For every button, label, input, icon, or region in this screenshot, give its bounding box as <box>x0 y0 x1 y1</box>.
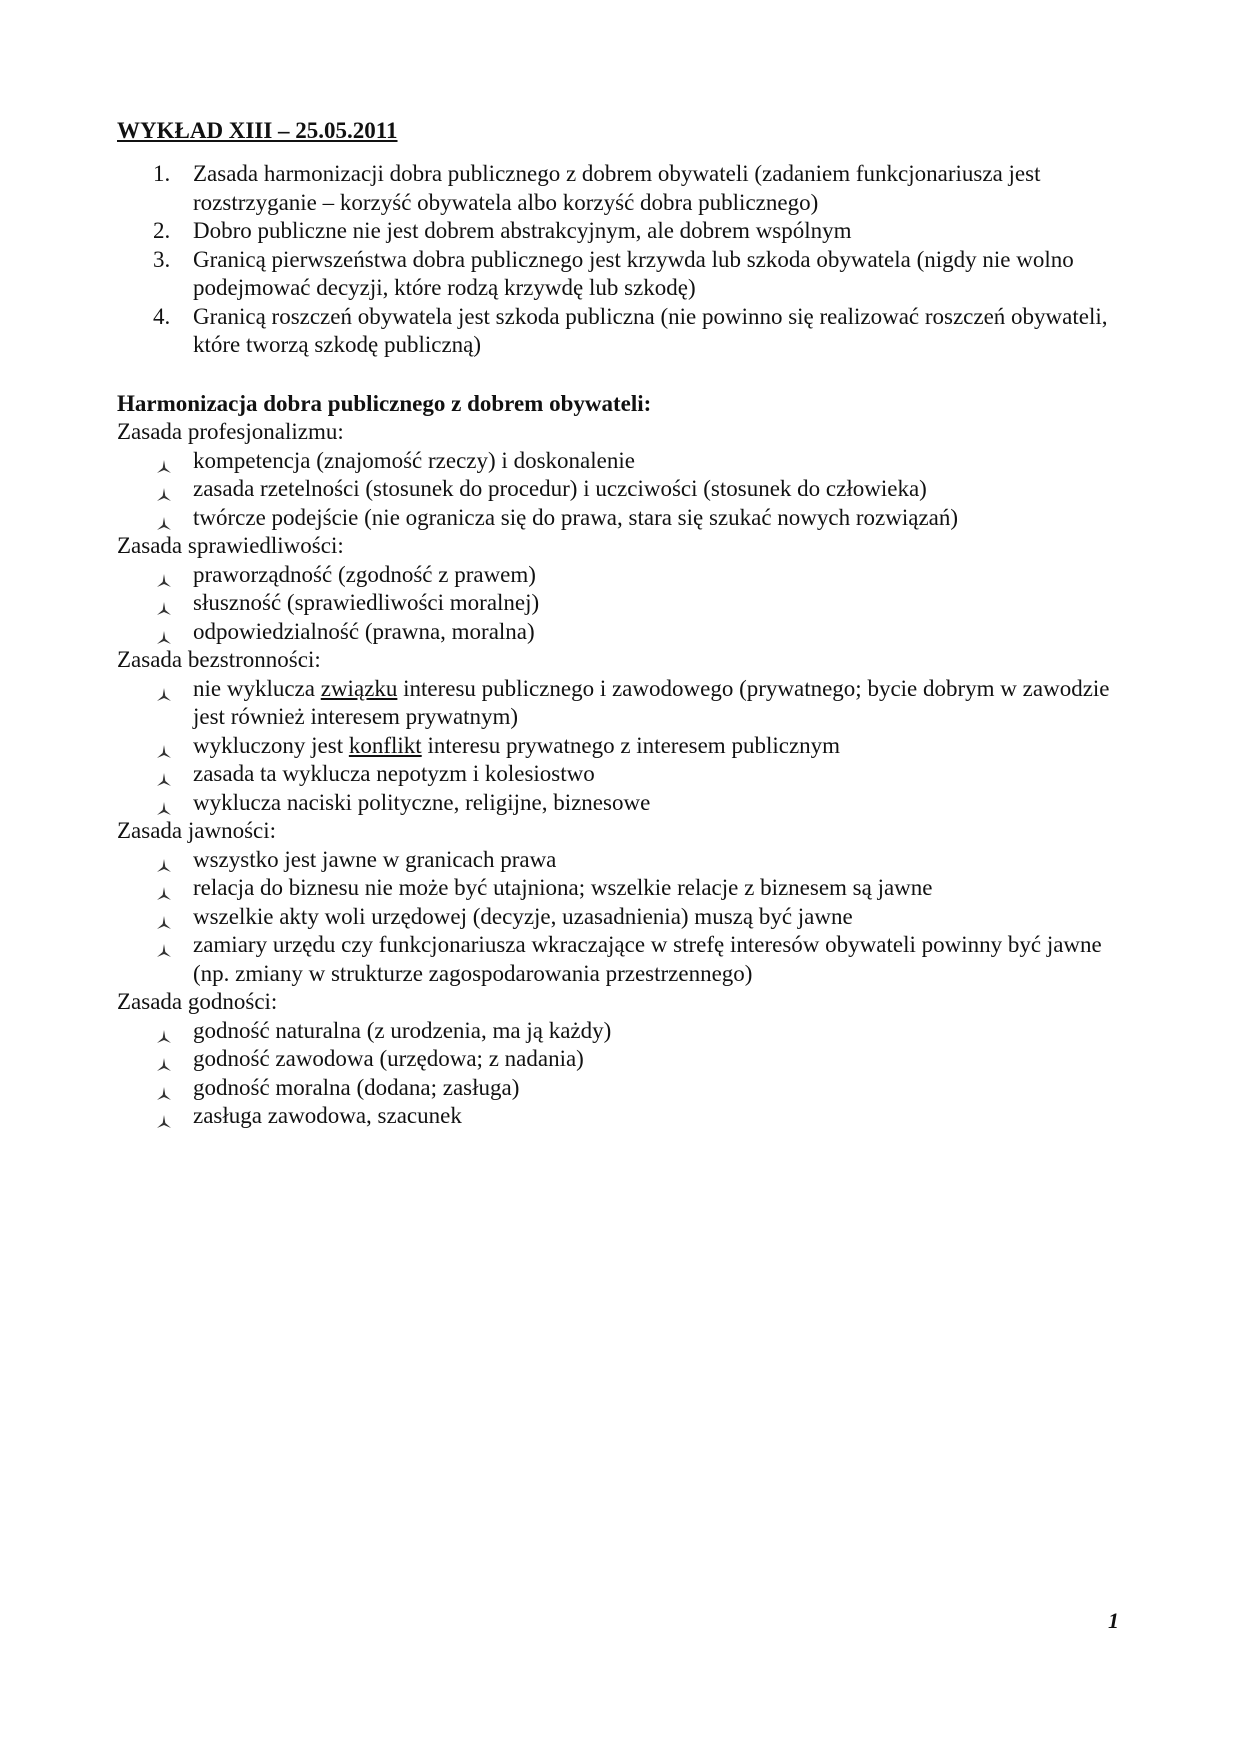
arrowhead-bullet-icon <box>156 482 172 498</box>
section-heading: Harmonizacja dobra publicznego z dobrem obywateli: <box>117 390 652 416</box>
list-item: godność moralna (dodana; zasługa) <box>117 1074 1127 1103</box>
arrowhead-bullet-icon <box>156 881 172 897</box>
arrowhead-bullet-icon <box>156 568 172 584</box>
list-item: słuszność (sprawiedliwości moralnej) <box>117 589 1127 618</box>
list-item: 2. Dobro publiczne nie jest dobrem abstrakcyjnym, ale dobrem wspólnym <box>153 218 852 243</box>
list-item: 1. Zasada harmonizacji dobra publicznego z dobrem obywateli (zadaniem funkcjonariusza jest rozstrzyganie – korzyść obywatela albo korzyść dobra publicznego) <box>153 161 1041 215</box>
group-title: Zasada profesjonalizmu: <box>117 419 344 444</box>
list-item: godność zawodowa (urzędowa; z nadania) <box>117 1045 1127 1074</box>
list-item: zasada rzetelności (stosunek do procedur) i uczciwości (stosunek do człowieka) <box>117 475 1127 504</box>
group-title: Zasada bezstronności: <box>117 647 321 672</box>
bullet-list <box>117 1017 1127 1131</box>
bullet-list <box>117 846 1127 989</box>
arrowhead-bullet-icon <box>156 1052 172 1068</box>
list-item: wykluczony jest konflikt interesu prywatnego z interesem publicznym <box>117 732 1127 761</box>
arrowhead-bullet-icon <box>156 739 172 755</box>
group-title: Zasada jawności: <box>117 818 277 843</box>
arrowhead-bullet-icon <box>156 1024 172 1040</box>
arrowhead-bullet-icon <box>156 796 172 812</box>
underlined-term: konflikt <box>348 732 422 758</box>
arrowhead-bullet-icon <box>156 910 172 926</box>
list-item: 3. Granicą pierwszeństwa dobra publicznego jest krzywda lub szkoda obywatela (nigdy nie wolno podejmować decyzji, które rodzą krzywdę lub szkodę) <box>153 246 1074 300</box>
bullet-list <box>117 447 1127 533</box>
list-item: 4. Granicą roszczeń obywatela jest szkoda publiczna (nie powinno się realizować roszczeń obywateli, które tworzą szkodę publiczną) <box>153 303 1108 357</box>
list-item: relacja do biznesu nie może być utajniona; wszelkie relacje z biznesem są jawne <box>117 874 1127 903</box>
arrowhead-bullet-icon <box>156 454 172 470</box>
list-item: praworządność (zgodność z prawem) <box>117 561 1127 590</box>
list-item: zamiary urzędu czy funkcjonariusza wkraczające w strefę interesów obywateli powinny być jawne (np. zmiany w strukturze zagospodarowania przestrzennego) <box>117 931 1127 988</box>
page-number: 1 <box>1108 1608 1119 1633</box>
document-title: WYKŁAD XIII – 25.05.2011 <box>117 118 398 143</box>
arrowhead-bullet-icon <box>156 1081 172 1097</box>
list-item: twórcze podejście (nie ogranicza się do prawa, stara się szukać nowych rozwiązań) <box>117 504 1127 533</box>
list-item: wszelkie akty woli urzędowej (decyzje, uzasadnienia) muszą być jawne <box>117 903 1127 932</box>
list-item: zasługa zawodowa, szacunek <box>117 1102 1127 1131</box>
group-title: Zasada sprawiedliwości: <box>117 533 344 558</box>
list-item: kompetencja (znajomość rzeczy) i doskonalenie <box>117 447 1127 476</box>
group-title: Zasada godności: <box>117 989 278 1014</box>
list-item: godność naturalna (z urodzenia, ma ją każdy) <box>117 1017 1127 1046</box>
document-page <box>117 116 1127 1131</box>
arrowhead-bullet-icon <box>156 938 172 954</box>
principles-groups <box>117 418 1127 1131</box>
arrowhead-bullet-icon <box>156 682 172 698</box>
arrowhead-bullet-icon <box>156 625 172 641</box>
arrowhead-bullet-icon <box>156 596 172 612</box>
list-item: wszystko jest jawne w granicach prawa <box>117 846 1127 875</box>
bullet-list <box>117 561 1127 647</box>
numbered-list <box>117 160 1127 360</box>
bullet-list <box>117 675 1127 818</box>
underlined-term: związku <box>320 675 398 701</box>
list-item: odpowiedzialność (prawna, moralna) <box>117 618 1127 647</box>
arrowhead-bullet-icon <box>156 853 172 869</box>
arrowhead-bullet-icon <box>156 1109 172 1125</box>
list-item: wyklucza naciski polityczne, religijne, biznesowe <box>117 789 1127 818</box>
list-item: zasada ta wyklucza nepotyzm i kolesiostwo <box>117 760 1127 789</box>
list-item: nie wyklucza związku interesu publicznego i zawodowego (prywatnego; bycie dobrym w zawodzie jest również interesem prywatnym) <box>117 675 1127 732</box>
arrowhead-bullet-icon <box>156 511 172 527</box>
arrowhead-bullet-icon <box>156 767 172 783</box>
